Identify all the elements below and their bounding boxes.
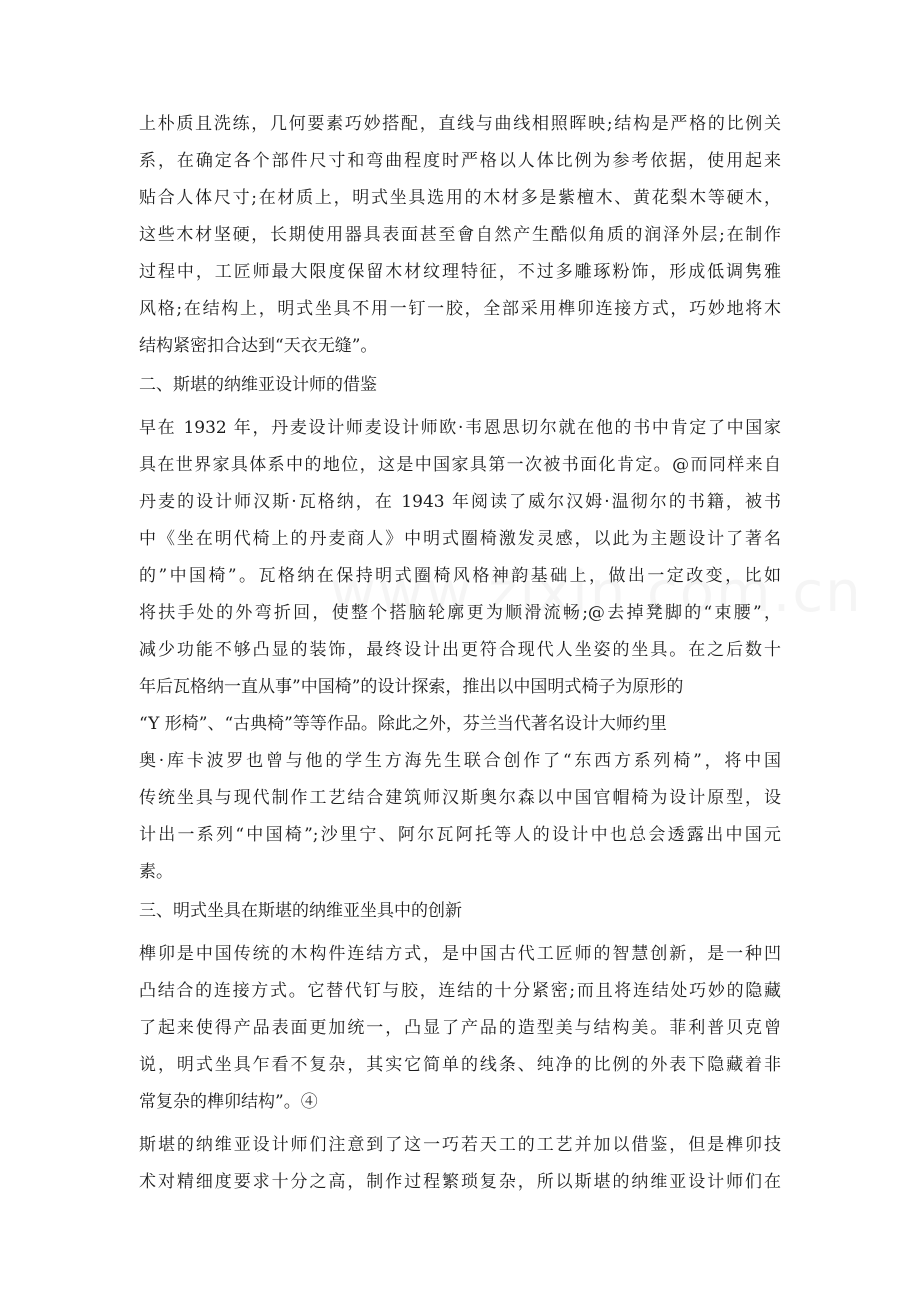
paragraph-2-line: 减少功能不够凸显的装饰，最终设计出更符合现代人坐姿的坐具。在之后数十 bbox=[139, 640, 781, 660]
paragraph-1-line: 系，在确定各个部件尺寸和弯曲程度时严格以人体比例为参考依据，使用起来 bbox=[139, 151, 781, 171]
paragraph-3-line: 凸结合的连接方式。它替代钉与胶，连结的十分紧密;而且将连结处巧妙的隐藏 bbox=[139, 981, 781, 1001]
paragraph-3-line: 常复杂的榫卯结构”。④ bbox=[139, 1092, 318, 1112]
paragraph-3-line: 说，明式坐具乍看不复杂，其实它简单的线条、纯净的比例的外表下隐藏着非 bbox=[139, 1055, 781, 1075]
paragraph-1-line: 风格;在结构上，明式坐具不用一钉一胶，全部采用榫卯连接方式，巧妙地将木 bbox=[139, 299, 781, 319]
paragraph-2-line: 计出一系列“中国椅”;沙里宁、阿尔瓦阿托等人的设计中也总会透露出中国元 bbox=[139, 825, 781, 845]
paragraph-1-line: 上朴质且洗练，几何要素巧妙搭配，直线与曲线相照晖映;结构是严格的比例关 bbox=[139, 114, 781, 134]
paragraph-2-line: 丹麦的设计师汉斯·瓦格纳，在 1943 年阅读了威尔汉姆·温彻尔的书籍，被书 bbox=[139, 492, 781, 512]
paragraph-2-line: “Y 形椅”、“古典椅”等等作品。除此之外，芬兰当代著名设计大师约里 bbox=[139, 714, 667, 734]
paragraph-4-line: 术对精细度要求十分之高，制作过程繁琐复杂，所以斯堪的纳维亚设计师们在 bbox=[139, 1172, 781, 1192]
paragraph-2-line: 奥·库卡波罗也曾与他的学生方海先生联合创作了“东西方系列椅”，将中国 bbox=[139, 751, 781, 771]
paragraph-2-line: 素。 bbox=[139, 862, 173, 882]
paragraph-2-line: 具在世界家具体系中的地位，这是中国家具第一次被书面化肯定。@而同样来自 bbox=[139, 455, 781, 475]
paragraph-1-line: 这些木材坚硬，长期使用器具表面甚至會自然产生酷似角质的润泽外层;在制作 bbox=[139, 225, 781, 245]
paragraph-3-line: 了起来使得产品表面更加统一，凸显了产品的造型美与结构美。菲利普贝克曾 bbox=[139, 1018, 781, 1038]
paragraph-2-line: 的”中国椅”。瓦格纳在保持明式圈椅风格神韵基础上，做出一定改变，比如 bbox=[139, 566, 781, 586]
paragraph-2-line: 年后瓦格纳一直从事”中国椅”的设计探索，推出以中国明式椅子为原形的 bbox=[139, 677, 684, 697]
paragraph-2-line: 中《坐在明代椅上的丹麦商人》中明式圈椅激发灵感，以此为主题设计了著名 bbox=[139, 529, 781, 549]
paragraph-2-line: 早在 1932 年，丹麦设计师麦设计师欧·韦恩思切尔就在他的书中肯定了中国家 bbox=[139, 418, 781, 438]
paragraph-1-line: 结构紧密扣合达到“天衣无缝”。 bbox=[139, 336, 378, 356]
section-heading-2: 二、斯堪的纳维亚设计师的借鉴 bbox=[139, 375, 377, 395]
paragraph-3-line: 榫卯是中国传统的木构件连结方式，是中国古代工匠师的智慧创新，是一种凹 bbox=[139, 944, 781, 964]
section-heading-3: 三、明式坐具在斯堪的纳维亚坐具中的创新 bbox=[139, 901, 462, 921]
paragraph-4-line: 斯堪的纳维亚设计师们注意到了这一巧若天工的工艺并加以借鉴，但是榫卯技 bbox=[139, 1135, 781, 1155]
paragraph-2-line: 将扶手处的外弯折回，使整个搭脑轮廓更为顺滑流畅;@去掉凳脚的“束腰”， bbox=[139, 603, 781, 623]
paragraph-2-line: 传统坐具与现代制作工艺结合建筑师汉斯奥尔森以中国官帽椅为设计原型，设 bbox=[139, 788, 781, 808]
paragraph-1-line: 贴合人体尺寸;在材质上，明式坐具选用的木材多是紫檀木、黄花梨木等硬木， bbox=[139, 188, 781, 208]
paragraph-1-line: 过程中，工匠师最大限度保留木材纹理特征，不过多雕琢粉饰，形成低调隽雅 bbox=[139, 262, 781, 282]
